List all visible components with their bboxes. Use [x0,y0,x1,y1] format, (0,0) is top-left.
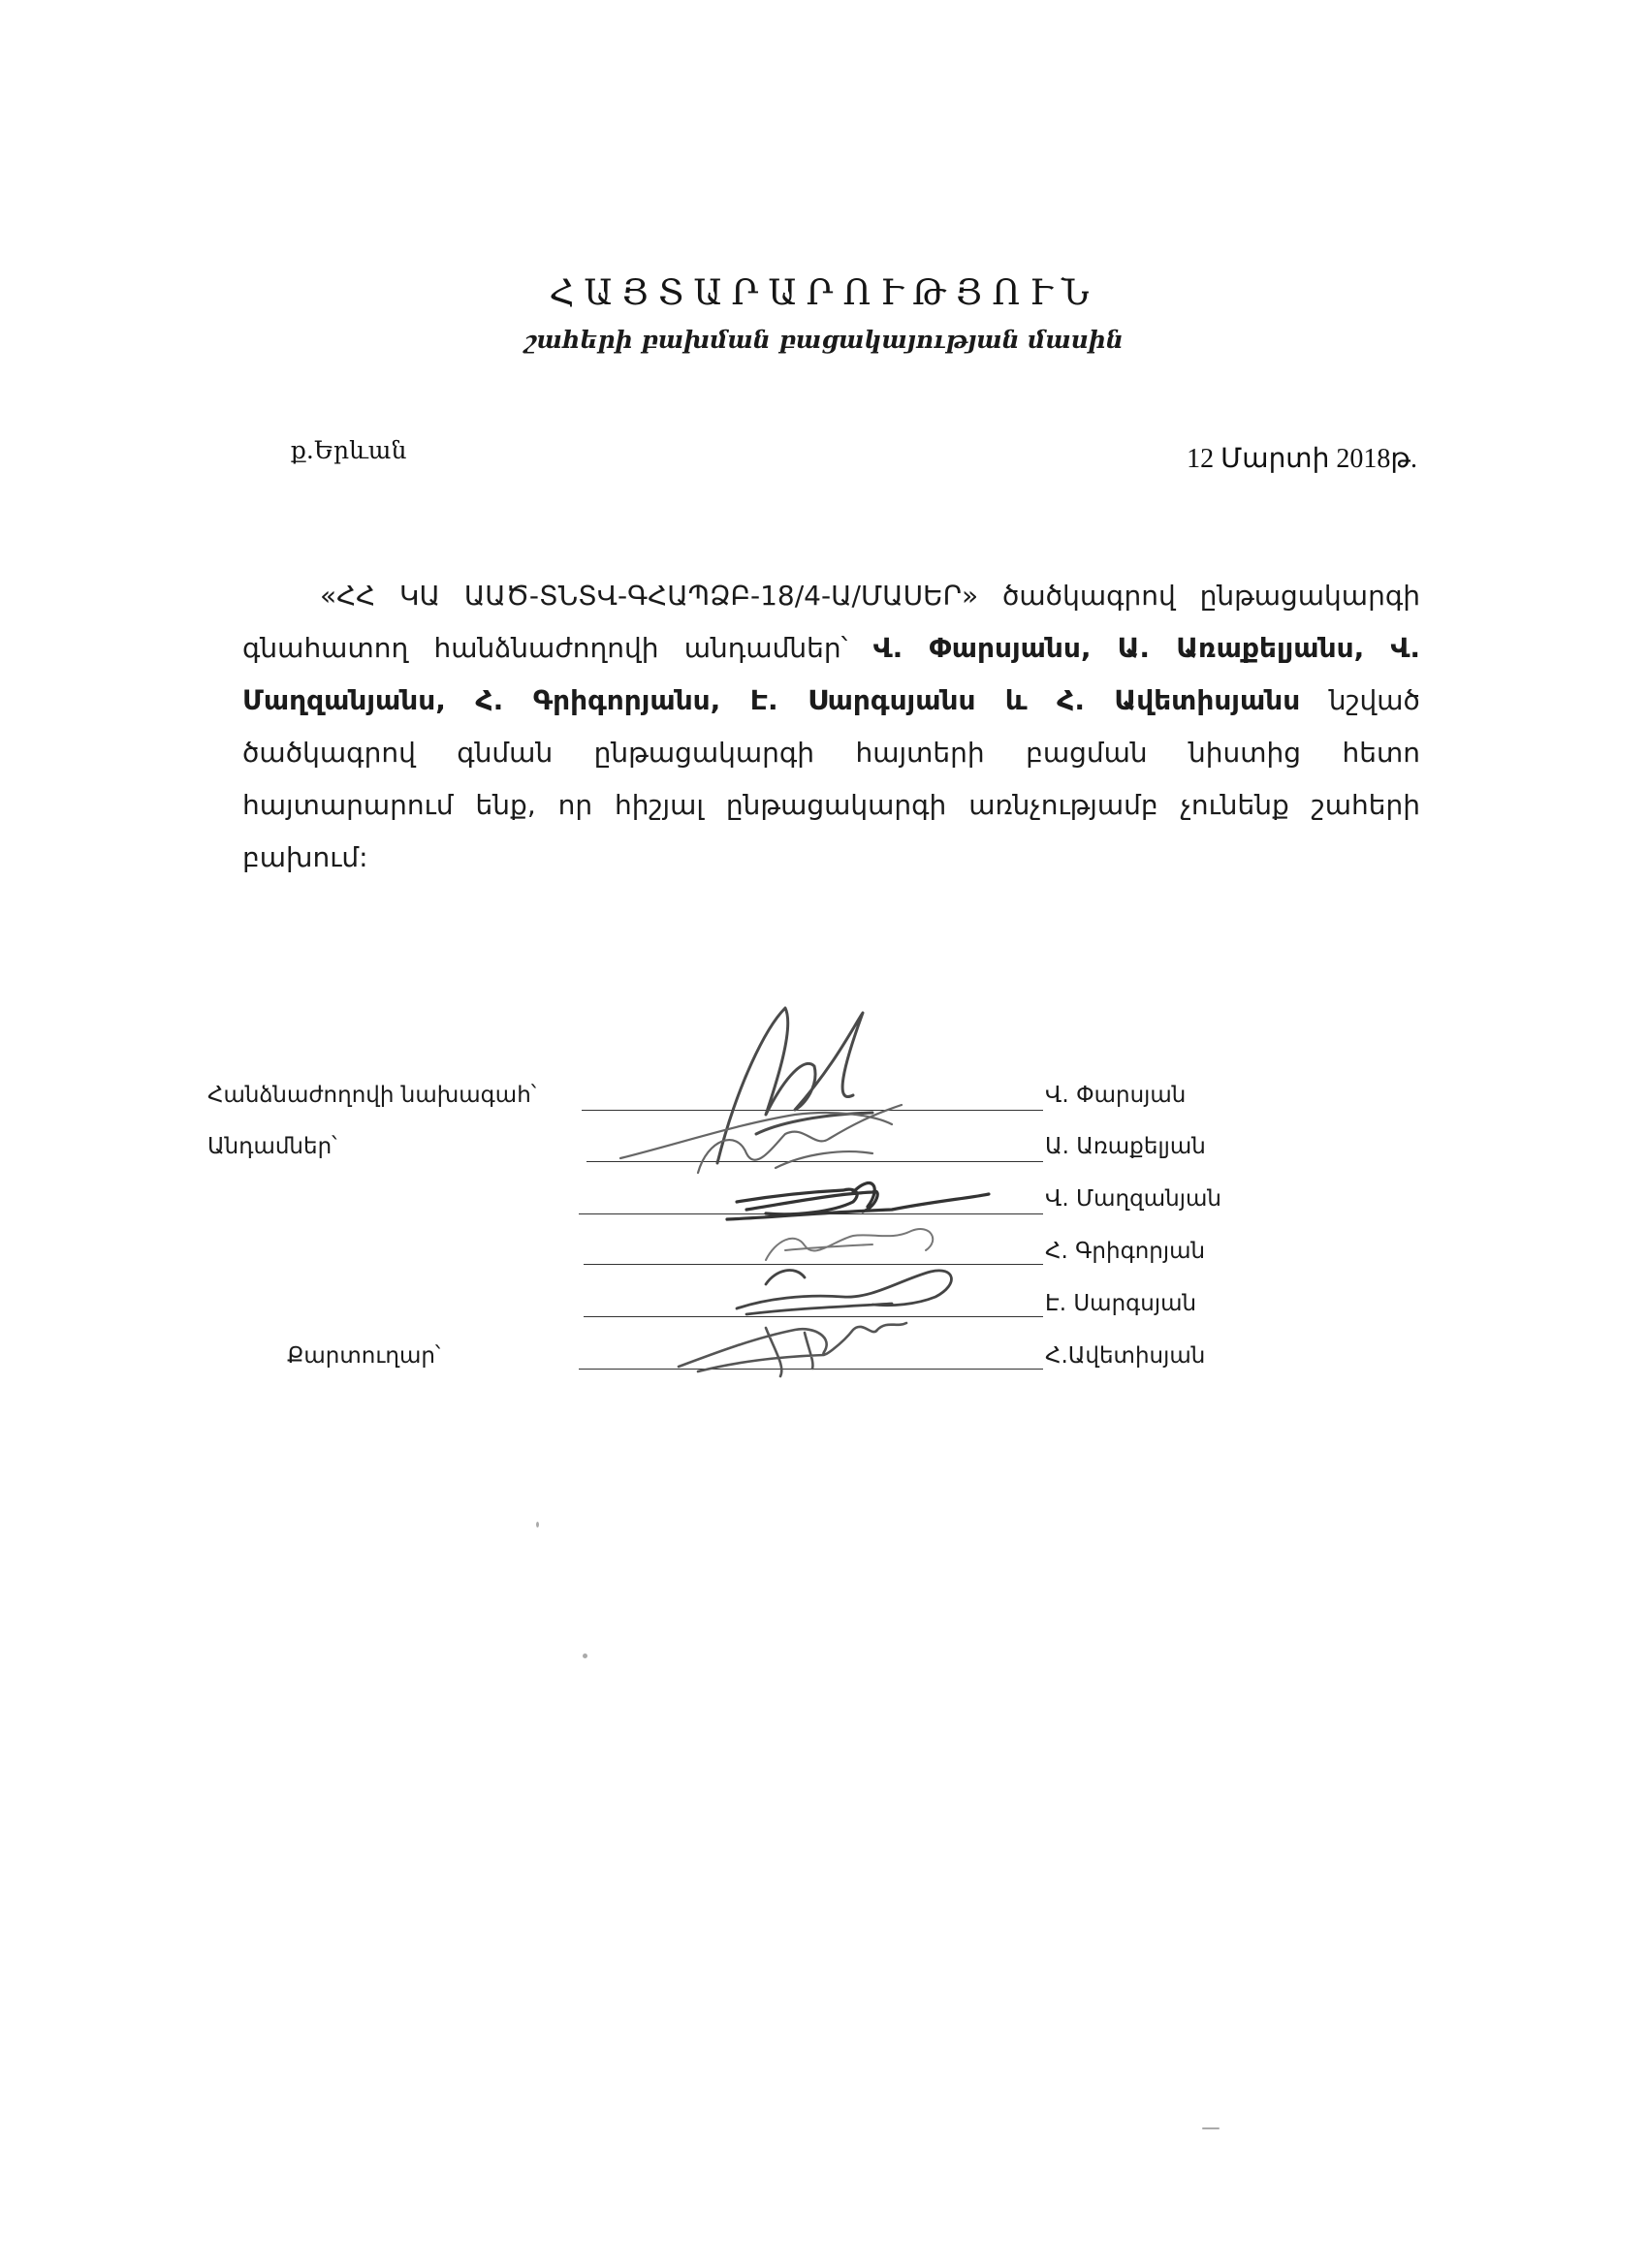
signature-line [584,1264,1043,1265]
paragraph-conclusion: նշված ծածկագրով գնման ընթացակարգի հայտերի բացման նիստից հետո հայտարարում ենք, որ հիշյալ ընթացակարգի առնչությամբ չունենք շահերի բախում: [242,684,1420,873]
signatory-name: Ա. Առաքելյան [1045,1134,1206,1159]
document-subtitle: շահերի բախման բացակայության մասին [524,326,1124,354]
signatory-name: Հ. Գրիգորյան [1045,1239,1206,1264]
signatory-name: Վ. Փարսյան [1045,1083,1187,1108]
chair-label: Հանձնաժողովի նախագահ՝ [207,1083,537,1108]
scan-speck [583,1654,587,1658]
signature-line [586,1161,1043,1162]
paragraph-members: Վ. Փարսյանս, Ա. Առաքելյանս, Վ. Մաղզանյանս, Հ. Գրիգորյանս, Է. Սարգսյանս և Հ. Ավետիսյանս [242,632,1420,716]
document-date: 12 Մարտի 2018թ. [1187,444,1417,474]
signature-line [582,1110,1043,1111]
document-place: ք.Երևան [291,436,407,464]
signature-line [584,1316,1043,1317]
document-title: ՀԱՅՏԱՐԱՐՈՒԹՅՈՒՆ [549,273,1099,313]
signature-line [579,1369,1043,1370]
paragraph-intro: «ՀՀ ԿԱ ԱԱԾ-ՏՆՏՎ-ԳՀԱՊՁԲ-18/4-Ա/ՄԱՍԵՐ» ծածկագրով ընթացակարգի գնահատող հանձնաժողովի անդամներ՝ [242,580,1420,664]
signatory-name: Է. Սարգսյան [1045,1291,1197,1316]
signatory-name: Վ. Մաղզանյան [1045,1186,1221,1212]
scan-speck [1202,2127,1220,2129]
secretary-label: Քարտուղար՝ [287,1343,441,1369]
members-label: Անդամներ՝ [207,1134,337,1159]
signatory-name: Հ.Ավետիսյան [1045,1343,1206,1369]
signature-line [579,1213,1043,1214]
scan-speck [536,1522,539,1528]
